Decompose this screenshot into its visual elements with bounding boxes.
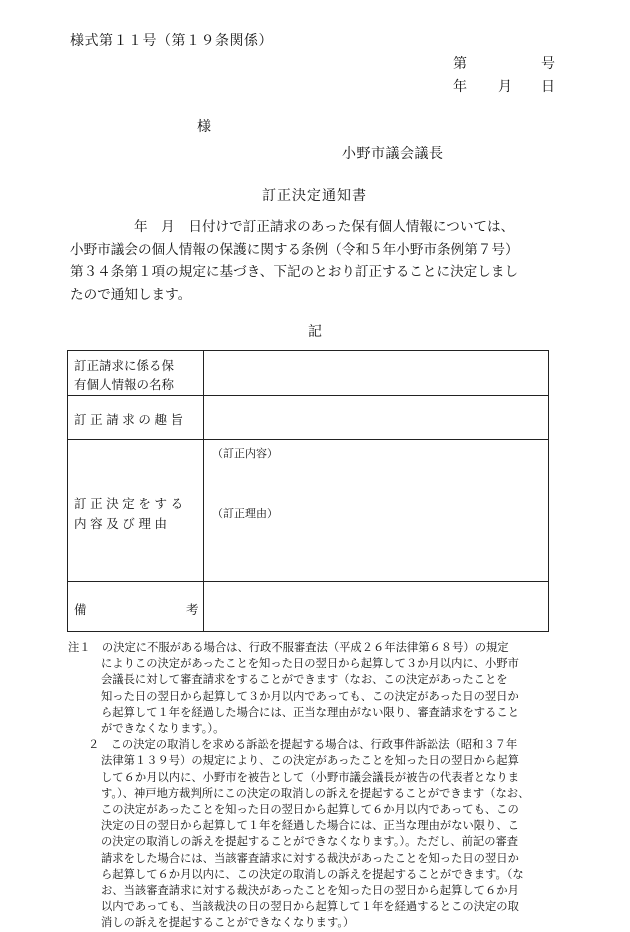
- note-line: 決定の日の翌日から起算して１年を経過した場合には、正当な理由がない限り、こ: [101, 819, 519, 833]
- row3-label-line2: 内容及び理由: [74, 516, 171, 531]
- details-table: [67, 350, 549, 632]
- body-line: 第３４条第１項の規定に基づき、下記のとおり訂正することに決定しまし: [70, 264, 519, 280]
- table-row: [68, 395, 548, 440]
- date-day-label: 日: [541, 79, 555, 95]
- correction-reason-label: （訂正理由）: [212, 507, 278, 520]
- table-row: [68, 351, 548, 395]
- row2-value-cell[interactable]: [204, 396, 548, 440]
- table-row: [68, 581, 548, 632]
- addressee-honorific: 様: [197, 119, 211, 135]
- note-line: 知った日の翌日から起算して３か月以内であっても、この決定があった日の翌日か: [101, 689, 519, 703]
- remarks-value-cell[interactable]: [204, 582, 548, 632]
- row3-label-line1: 訂正決定をする: [74, 496, 187, 511]
- note-line: ら起算して１年を経過した場合には、正当な理由がない限り、審査請求をすること: [101, 705, 519, 719]
- table-label-cell: [68, 440, 204, 582]
- note-line: 会議長に対して審査請求をすることができます（なお、この決定があったことを: [101, 673, 508, 687]
- body-paragraph: [70, 216, 570, 306]
- note-line: 法律第１３９号）の規定により、この決定があったことを知った日の翌日から起算: [101, 754, 519, 768]
- table-label-cell: [68, 582, 204, 632]
- note-line: ２ この決定の取消しを求める訴訟を提起する場合は、行政事件訴訟法（昭和３７年: [88, 738, 518, 752]
- row1-label-line2: 有個人情報の名称: [74, 377, 175, 392]
- note-line: お、当該審査請求に対する裁決があったことを知った日の翌日から起算して６か月: [101, 884, 519, 898]
- sender-name: 小野市議会議長: [342, 146, 444, 162]
- row2-label: 訂正請求の趣旨: [74, 412, 187, 427]
- note-line: ら起算して６か月以内に、この決定の取消しの訴えを提起することができます。（な: [101, 867, 524, 881]
- note-line: して６か月以内に、小野市を被告として（小野市議会議長が被告の代表者となりま: [101, 770, 519, 784]
- body-line: 年 月 日付けで訂正請求のあった保有個人情報については、: [134, 219, 515, 235]
- row1-label-line1: 訂正請求に係る保: [74, 358, 175, 373]
- notes-section: [68, 640, 568, 932]
- note-line: 注１ の決定に不服がある場合は、行政不服審査法（平成２６年法律第６８号）の規定: [68, 641, 509, 654]
- ki-heading: 記: [308, 324, 322, 340]
- row3-value-cell[interactable]: [204, 440, 548, 582]
- date-year-label: 年: [453, 79, 467, 95]
- note-line: す。）、神戸地方裁判所にこの決定の取消しの訴えを提起することができます（なお、: [101, 786, 530, 800]
- note-line: の決定の取消しの訴えを提起することができなくなります。）。ただし、前記の審査: [101, 835, 519, 849]
- document-title: 訂正決定通知書: [262, 188, 367, 204]
- document-number-suffix: 号: [541, 56, 555, 72]
- correction-content-label: （訂正内容）: [212, 447, 278, 460]
- note-line: 以内であっても、当該裁決の日の翌日から起算して１年を経過するとこの決定の取: [101, 900, 519, 914]
- date-month-label: 月: [498, 79, 512, 95]
- note-line: 請求をした場合には、当該審査請求に対する裁決があったことを知った日の翌日か: [101, 851, 519, 865]
- row4-label-right: 考: [186, 602, 199, 617]
- table-label-cell: [68, 351, 204, 395]
- document-number-label: 第: [453, 56, 467, 72]
- note-line: ができなくなります。）。: [101, 722, 225, 736]
- row1-value-cell[interactable]: [204, 351, 548, 395]
- note-line: によりこの決定があったことを知った日の翌日から起算して３か月以内に、小野市: [101, 657, 519, 671]
- table-label-cell: [68, 396, 204, 440]
- body-line: たので通知します。: [70, 286, 192, 303]
- row4-label-left: 備: [74, 602, 87, 617]
- note-line: この決定があったことを知った日の翌日から起算して６か月以内であっても、この: [101, 803, 519, 817]
- note-line: 消しの訴えを提起することができなくなります。）: [101, 916, 355, 930]
- form-number: 様式第１１号（第１９条関係）: [70, 33, 273, 49]
- table-row: [68, 439, 548, 582]
- body-line: 小野市議会の個人情報の保護に関する条例（令和５年小野市条例第７号）: [70, 241, 519, 258]
